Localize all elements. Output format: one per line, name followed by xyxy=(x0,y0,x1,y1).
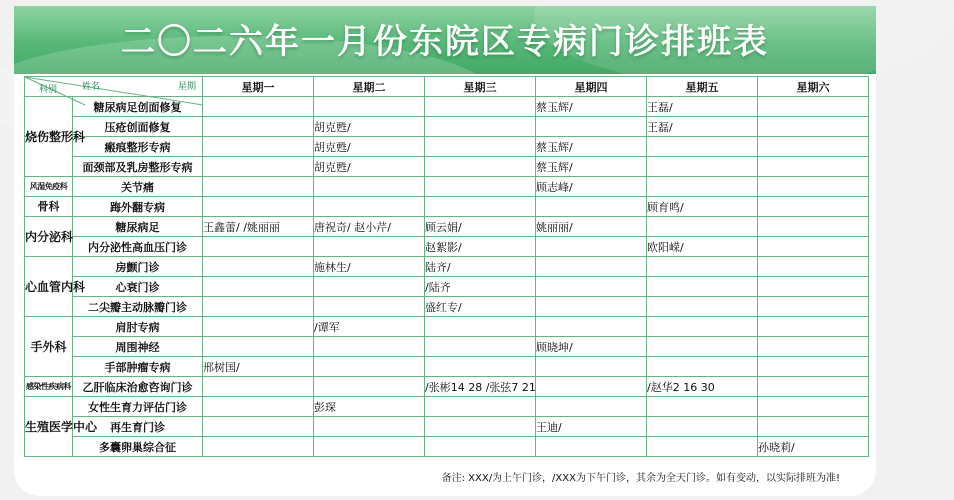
doctor-cell xyxy=(203,337,314,357)
doctor-cell xyxy=(758,357,869,377)
corner-category-label: 科别 xyxy=(39,85,58,95)
doctor-cell xyxy=(314,377,425,397)
table-row xyxy=(25,177,869,197)
doctor-cell xyxy=(425,97,536,117)
doctor-cell xyxy=(647,357,758,377)
category-cell: 感染性疾病科 xyxy=(25,377,73,397)
doctor-cell xyxy=(203,317,314,337)
doctor-cell: 孙晓莉/ xyxy=(758,437,869,457)
doctor-cell xyxy=(536,237,647,257)
doctor-cell xyxy=(425,177,536,197)
doctor-cell xyxy=(203,237,314,257)
doctor-cell: 王迪/ xyxy=(536,417,647,437)
doctor-cell xyxy=(203,197,314,217)
doctor-cell xyxy=(425,417,536,437)
doctor-cell xyxy=(647,137,758,157)
doctor-cell xyxy=(758,157,869,177)
doctor-cell xyxy=(314,437,425,457)
doctor-cell: 顾育鸣/ xyxy=(647,197,758,217)
doctor-cell xyxy=(758,377,869,397)
doctor-cell xyxy=(758,237,869,257)
doctor-cell xyxy=(314,417,425,437)
day-header: 星期一 xyxy=(203,77,314,97)
schedule-table xyxy=(24,76,869,457)
doctor-cell xyxy=(536,197,647,217)
doctor-cell: 蔡玉辉/ xyxy=(536,97,647,117)
day-header: 星期四 xyxy=(536,77,647,97)
table-row xyxy=(25,137,869,157)
doctor-cell xyxy=(203,377,314,397)
doctor-cell xyxy=(203,97,314,117)
doctor-cell xyxy=(425,437,536,457)
department-cell: 再生育门诊 xyxy=(73,417,203,437)
doctor-cell: 王磊/ xyxy=(647,97,758,117)
doctor-cell xyxy=(425,397,536,417)
doctor-cell: 彭琛 xyxy=(314,397,425,417)
doctor-cell xyxy=(425,197,536,217)
doctor-cell: 唐祝奇/ 赵小芹/ xyxy=(314,217,425,237)
doctor-cell xyxy=(425,137,536,157)
doctor-cell xyxy=(314,177,425,197)
doctor-cell xyxy=(203,257,314,277)
doctor-cell: 蔡玉辉/ xyxy=(536,137,647,157)
doctor-cell xyxy=(203,177,314,197)
corner-name-label: 姓名 xyxy=(82,82,101,92)
department-cell: 关节痛 xyxy=(73,177,203,197)
doctor-cell xyxy=(314,197,425,217)
doctor-cell: 胡克甦/ xyxy=(314,117,425,137)
department-cell: 多囊卵巢综合征 xyxy=(73,437,203,457)
table-row xyxy=(25,357,869,377)
day-header: 星期五 xyxy=(647,77,758,97)
table-row xyxy=(25,377,869,397)
department-cell: 瘢痕整形专病 xyxy=(73,137,203,157)
doctor-cell xyxy=(647,257,758,277)
table-row xyxy=(25,117,869,137)
corner-cell xyxy=(25,77,203,97)
doctor-cell xyxy=(758,277,869,297)
header-row xyxy=(25,77,869,97)
doctor-cell xyxy=(647,437,758,457)
doctor-cell xyxy=(203,297,314,317)
doctor-cell xyxy=(536,297,647,317)
doctor-cell xyxy=(758,257,869,277)
day-header: 星期六 xyxy=(758,77,869,97)
doctor-cell xyxy=(758,317,869,337)
doctor-cell: /陆齐 xyxy=(425,277,536,297)
table-row xyxy=(25,337,869,357)
doctor-cell xyxy=(647,297,758,317)
doctor-cell xyxy=(758,297,869,317)
category-cell: 烧伤整形科 xyxy=(25,97,73,177)
doctor-cell: 施林生/ xyxy=(314,257,425,277)
department-cell: 踇外翻专病 xyxy=(73,197,203,217)
doctor-cell xyxy=(536,317,647,337)
doctor-cell xyxy=(647,177,758,197)
doctor-cell xyxy=(758,417,869,437)
doctor-cell: /赵华2 16 30 xyxy=(647,377,758,397)
table-row xyxy=(25,417,869,437)
table-row xyxy=(25,257,869,277)
doctor-cell xyxy=(203,157,314,177)
footnote: 备注: XXX/为上午门诊，/XXX为下午门诊，其余为全天门诊。如有变动，以实际排班为准! xyxy=(441,473,840,484)
doctor-cell xyxy=(203,397,314,417)
doctor-cell xyxy=(758,137,869,157)
doctor-cell xyxy=(314,97,425,117)
table-row xyxy=(25,297,869,317)
doctor-cell xyxy=(314,357,425,377)
doctor-cell: 蔡玉辉/ xyxy=(536,157,647,177)
department-cell: 糖尿病足创面修复 xyxy=(73,97,203,117)
department-cell: 肩肘专病 xyxy=(73,317,203,337)
doctor-cell xyxy=(203,137,314,157)
doctor-cell xyxy=(647,317,758,337)
table-row xyxy=(25,317,869,337)
doctor-cell: 顾晓坤/ xyxy=(536,337,647,357)
doctor-cell xyxy=(758,337,869,357)
doctor-cell xyxy=(758,197,869,217)
doctor-cell xyxy=(203,437,314,457)
doctor-cell: 欧阳嵘/ xyxy=(647,237,758,257)
doctor-cell: 盛红专/ xyxy=(425,297,536,317)
doctor-cell xyxy=(425,357,536,377)
doctor-cell xyxy=(647,417,758,437)
doctor-cell xyxy=(536,117,647,137)
doctor-cell xyxy=(647,337,758,357)
doctor-cell: /张彬14 28 /张弦7 21 xyxy=(425,377,536,397)
department-cell: 周围神经 xyxy=(73,337,203,357)
department-cell: 面颈部及乳房整形专病 xyxy=(73,157,203,177)
category-cell: 风湿免疫科 xyxy=(25,177,73,197)
table-row xyxy=(25,237,869,257)
doctor-cell xyxy=(425,117,536,137)
doctor-cell xyxy=(536,257,647,277)
doctor-cell xyxy=(425,157,536,177)
doctor-cell: 胡克甦/ xyxy=(314,137,425,157)
department-cell: 心衰门诊 xyxy=(73,277,203,297)
doctor-cell xyxy=(425,317,536,337)
header-banner xyxy=(14,6,876,74)
doctor-cell: 邢树国/ xyxy=(203,357,314,377)
doctor-cell: /谭军 xyxy=(314,317,425,337)
department-cell: 二尖瓣主动脉瓣门诊 xyxy=(73,297,203,317)
doctor-cell xyxy=(314,237,425,257)
table-row xyxy=(25,157,869,177)
day-header: 星期三 xyxy=(425,77,536,97)
doctor-cell xyxy=(647,397,758,417)
doctor-cell xyxy=(647,217,758,237)
doctor-cell xyxy=(647,157,758,177)
doctor-cell: 胡克甦/ xyxy=(314,157,425,177)
page-title: 二〇二六年一月份东院区专病门诊排班表 xyxy=(121,22,769,62)
category-cell: 生殖医学中心 xyxy=(25,397,73,457)
schedule-body xyxy=(25,97,869,457)
department-cell: 内分泌性高血压门诊 xyxy=(73,237,203,257)
doctor-cell xyxy=(758,117,869,137)
doctor-cell xyxy=(536,277,647,297)
doctor-cell: 顾云娟/ xyxy=(425,217,536,237)
doctor-cell xyxy=(203,117,314,137)
doctor-cell: 王鑫蕾/ /姚丽丽 xyxy=(203,217,314,237)
doctor-cell xyxy=(203,277,314,297)
department-cell: 压疮创面修复 xyxy=(73,117,203,137)
category-cell: 骨科 xyxy=(25,197,73,217)
category-cell: 心血管内科 xyxy=(25,257,73,317)
table-row xyxy=(25,397,869,417)
doctor-cell xyxy=(536,377,647,397)
doctor-cell: 陆齐/ xyxy=(425,257,536,277)
corner-week-label: 星期 xyxy=(177,82,196,92)
doctor-cell xyxy=(536,357,647,377)
doctor-cell: 姚丽丽/ xyxy=(536,217,647,237)
doctor-cell xyxy=(536,397,647,417)
table-row xyxy=(25,217,869,237)
doctor-cell xyxy=(758,397,869,417)
table-row xyxy=(25,437,869,457)
category-cell: 手外科 xyxy=(25,317,73,377)
department-cell: 手部肿瘤专病 xyxy=(73,357,203,377)
doctor-cell xyxy=(425,337,536,357)
doctor-cell xyxy=(203,417,314,437)
department-cell: 糖尿病足 xyxy=(73,217,203,237)
department-cell: 房颤门诊 xyxy=(73,257,203,277)
doctor-cell xyxy=(758,177,869,197)
doctor-cell: 王磊/ xyxy=(647,117,758,137)
doctor-cell: 顾志峰/ xyxy=(536,177,647,197)
doctor-cell xyxy=(314,277,425,297)
table-row xyxy=(25,277,869,297)
doctor-cell: 赵絮影/ xyxy=(425,237,536,257)
doctor-cell xyxy=(314,297,425,317)
schedule-board xyxy=(14,6,876,496)
department-cell: 乙肝临床治愈咨询门诊 xyxy=(73,377,203,397)
day-header: 星期二 xyxy=(314,77,425,97)
category-cell: 内分泌科 xyxy=(25,217,73,257)
doctor-cell xyxy=(758,217,869,237)
doctor-cell xyxy=(758,97,869,117)
doctor-cell xyxy=(647,277,758,297)
doctor-cell xyxy=(536,437,647,457)
table-row xyxy=(25,197,869,217)
department-cell: 女性生育力评估门诊 xyxy=(73,397,203,417)
doctor-cell xyxy=(314,337,425,357)
